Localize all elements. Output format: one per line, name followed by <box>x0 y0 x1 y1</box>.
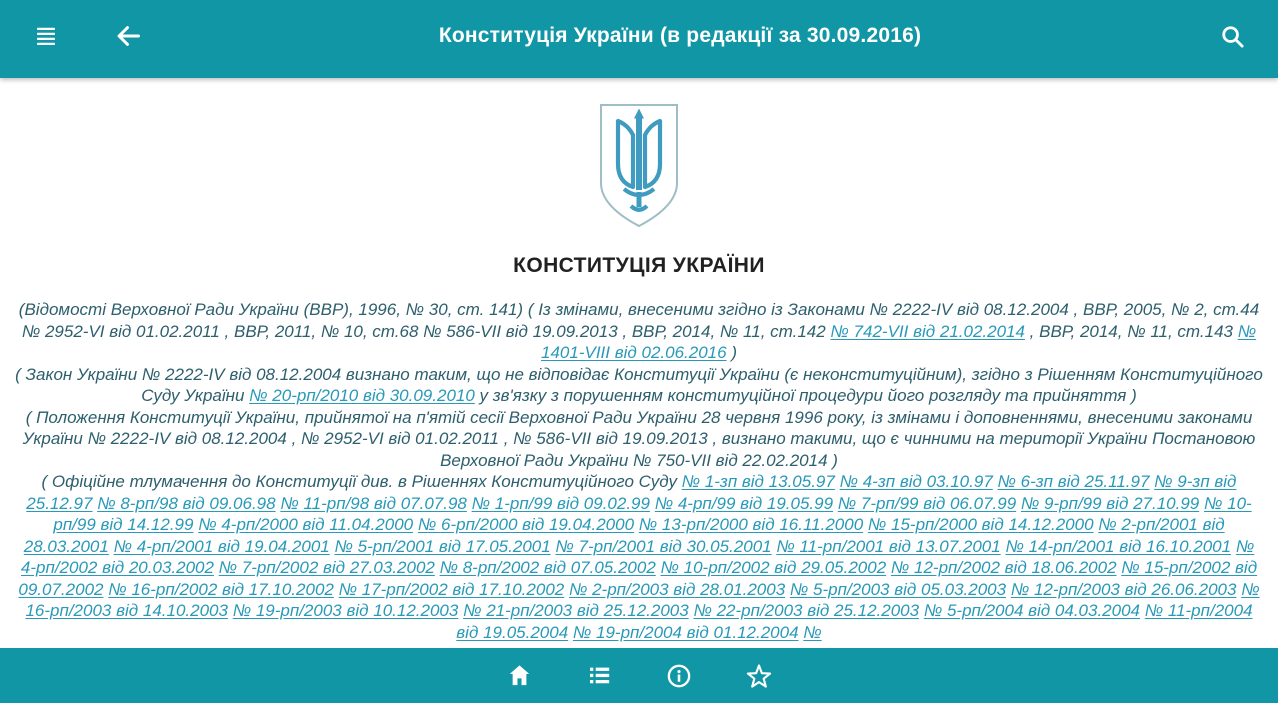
law-reference-link[interactable]: № 9-зп від 25.12.97 <box>26 472 1237 513</box>
menu-icon <box>33 23 59 49</box>
document-heading: КОНСТИТУЦІЯ УКРАЇНИ <box>513 254 765 277</box>
law-reference-link[interactable]: № 11-рп/2004 від 19.05.2004 <box>456 601 1253 642</box>
law-reference-link[interactable]: № 7-рп/2001 від 30.05.2001 <box>555 536 772 556</box>
law-reference-link[interactable]: № 742-VII від 21.02.2014 <box>830 321 1025 341</box>
document-view <box>0 78 1278 703</box>
law-reference-link[interactable]: № 2-рп/2001 від 28.03.2001 <box>23 515 1225 556</box>
info-icon <box>665 662 693 690</box>
nav-favorites-button[interactable] <box>737 654 781 698</box>
document-paragraph <box>14 407 1264 472</box>
law-reference-link[interactable]: № 12-рп/2003 від 26.06.2003 <box>1010 579 1237 599</box>
law-reference-link[interactable]: № 6-рп/2000 від 19.04.2000 <box>417 515 635 534</box>
law-reference-link[interactable]: № 8-рп/98 від 09.06.98 <box>97 493 276 513</box>
law-reference-link[interactable]: № 5-рп/2004 від 04.03.2004 <box>923 601 1140 620</box>
paragraph-text-run: ( Положення Конституції України, прийнятої на п'ятій сесії Верховної Ради України 28 червня 1996 року, із змінами і доповненнями, внесеними законами України № 2222-IV від 08.12.2004 , № 2952-VI від 01.02.2011 , № 586-VII від 19.09.2013 , визнано такими, що є чинними на території України Постановою Верховної Ради України № 750-VII від 22.02.2014 ) <box>22 407 1256 470</box>
law-reference-link[interactable]: № 5-рп/2003 від 05.03.2003 <box>789 579 1007 599</box>
law-reference-link[interactable]: № 20-рп/2010 від 30.09.2010 <box>249 386 475 405</box>
app-bar-left-group <box>26 16 148 56</box>
paragraph-text-run: (Відомості Верховної Ради України (ВВР), 1996, № 30, ст. 141) ( Із змінами, внесеними згідно із Законами № 2222-IV від 08.12.2004 , ВВР, 2005, № 2, ст.44 № 2952-VI від 01.02.2011 , ВВР, 2011, № 10, ст.68 № 586-VII від 19.09.2013 , ВВР, 2014, № 11, ст.142 <box>18 300 1260 341</box>
paragraph-text-run: , ВВР, 2014, № 11, ст.143 <box>1024 321 1238 341</box>
law-reference-link[interactable]: № 6-зп від 25.11.97 <box>997 472 1150 491</box>
app-bar <box>0 0 1278 78</box>
law-reference-link[interactable]: № 19-рп/2003 від 10.12.2003 <box>232 601 459 620</box>
nav-info-button[interactable] <box>657 654 701 698</box>
law-reference-link[interactable]: № 21-рп/2003 від 25.12.2003 <box>463 601 689 620</box>
bottom-nav-bar <box>0 648 1278 703</box>
law-reference-link[interactable]: № 22-рп/2003 від 25.12.2003 <box>693 601 920 620</box>
nav-contents-button[interactable] <box>577 654 621 698</box>
search-icon <box>1219 23 1246 50</box>
law-reference-link[interactable]: № 11-рп/2001 від 13.07.2001 <box>776 536 1001 556</box>
law-reference-link[interactable]: № 13-рп/2000 від 16.11.2000 <box>638 515 864 534</box>
paragraph-text-run: ( Офіційне тлумачення до Конституції див. в Рішеннях Конституційного Суду <box>41 472 682 491</box>
document-paragraphs <box>14 299 1264 643</box>
home-icon <box>506 662 533 689</box>
arrow-left-icon <box>114 22 142 50</box>
law-reference-link[interactable]: № 4-рп/2000 від 11.04.2000 <box>198 515 414 534</box>
paragraph-text-run: ) <box>726 343 737 362</box>
law-reference-link[interactable]: № 4-рп/2001 від 19.04.2001 <box>113 536 330 556</box>
paragraph-text-run: ( Закон України № 2222-IV від 08.12.2004 визнано таким, що не відповідає Конституції України (є неконституційним), згідно з Рішенням Конституційного Суду України <box>15 364 1263 405</box>
search-button[interactable] <box>1212 16 1252 56</box>
menu-button[interactable] <box>26 16 66 56</box>
list-icon <box>586 662 613 689</box>
paragraph-text-run: у зв'язку з порушенням конституційної процедури його розгляду та прийняття ) <box>474 386 1137 405</box>
law-reference-link[interactable]: № 5-рп/2001 від 17.05.2001 <box>334 536 551 556</box>
law-reference-link[interactable]: № 1-зп від 13.05.97 <box>681 472 835 491</box>
law-reference-link[interactable]: № 4-рп/2002 від 20.03.2002 <box>20 536 1255 577</box>
document-paragraph <box>14 299 1264 364</box>
law-reference-link[interactable]: № 10-рп/99 від 14.12.99 <box>53 493 1252 534</box>
page-title: Конституція України (в редакції за 30.09.2016) <box>438 24 922 47</box>
law-reference-link[interactable]: № 7-рп/99 від 06.07.99 <box>837 493 1017 513</box>
law-reference-link[interactable]: № <box>803 622 822 642</box>
law-reference-link[interactable]: № 15-рп/2000 від 14.12.2000 <box>867 515 1094 534</box>
law-reference-link[interactable]: № 15-рп/2002 від 09.07.2002 <box>18 558 1258 599</box>
law-reference-link[interactable]: № 1401-VIII від 02.06.2016 <box>541 321 1257 362</box>
law-reference-link[interactable]: № 16-рп/2003 від 14.10.2003 <box>25 579 1260 620</box>
law-reference-link[interactable]: № 17-рп/2002 від 17.10.2002 <box>338 579 565 599</box>
document-paragraph <box>14 364 1264 407</box>
law-reference-link[interactable]: № 7-рп/2002 від 27.03.2002 <box>218 558 435 577</box>
law-reference-link[interactable]: № 1-рп/99 від 09.02.99 <box>471 493 650 513</box>
coat-of-arms-icon <box>594 102 684 229</box>
law-reference-link[interactable]: № 14-рп/2001 від 16.10.2001 <box>1005 536 1232 556</box>
law-reference-link[interactable]: № 12-рп/2002 від 18.06.2002 <box>890 558 1117 577</box>
law-reference-link[interactable]: № 10-рп/2002 від 29.05.2002 <box>660 558 887 577</box>
law-reference-link[interactable]: № 2-рп/2003 від 28.01.2003 <box>568 579 786 599</box>
law-reference-link[interactable]: № 4-рп/99 від 19.05.99 <box>654 493 834 513</box>
document-paragraph <box>14 471 1264 643</box>
law-reference-link[interactable]: № 16-рп/2002 від 17.10.2002 <box>108 579 334 599</box>
law-reference-link[interactable]: № 8-рп/2002 від 07.05.2002 <box>439 558 656 577</box>
star-icon <box>745 662 773 690</box>
back-button[interactable] <box>108 16 148 56</box>
law-reference-link[interactable]: № 11-рп/98 від 07.07.98 <box>280 493 467 513</box>
law-reference-link[interactable]: № 19-рп/2004 від 01.12.2004 <box>572 622 799 642</box>
law-reference-link[interactable]: № 9-рп/99 від 27.10.99 <box>1020 493 1200 513</box>
law-reference-link[interactable]: № 4-зп від 03.10.97 <box>839 472 993 491</box>
nav-home-button[interactable] <box>497 654 541 698</box>
